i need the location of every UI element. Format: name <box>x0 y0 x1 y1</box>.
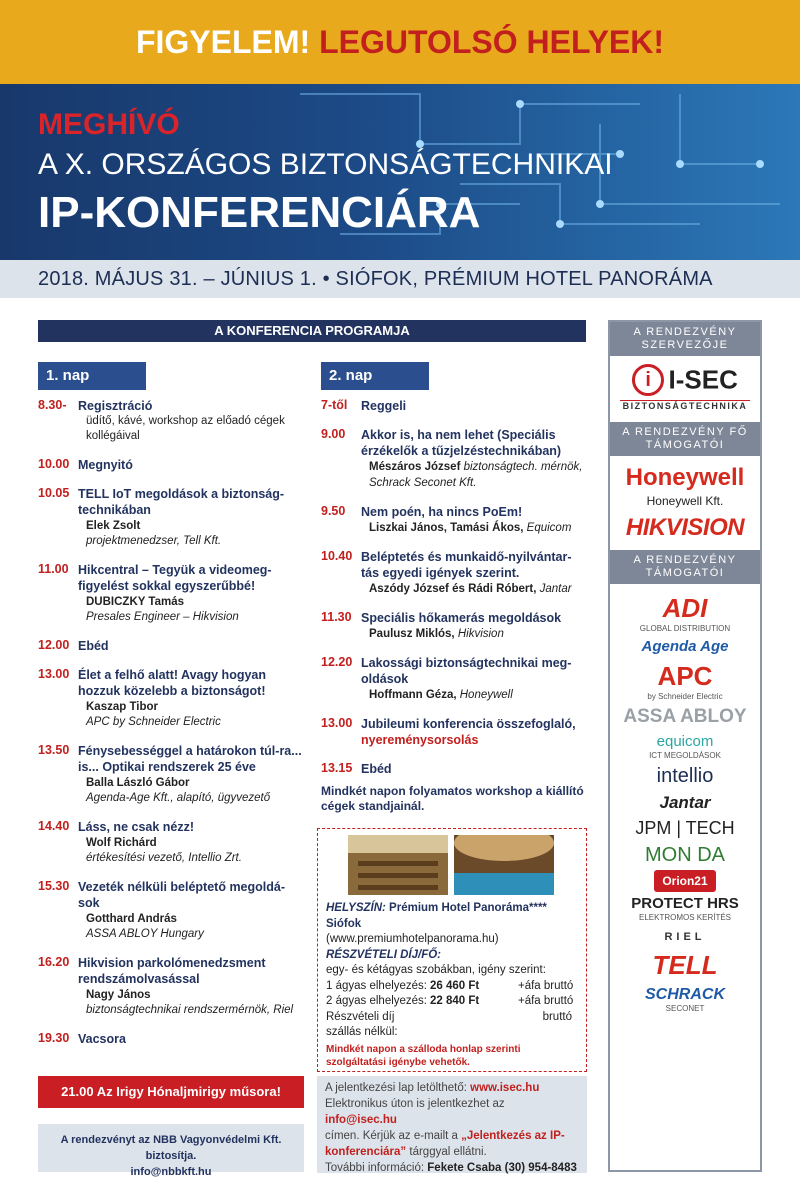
email-subject: „Jelentkezés az IP-konferenciára” <box>325 1130 565 1158</box>
speaker-name: Paulusz Miklós, <box>369 628 455 640</box>
event-title: Megnyitó <box>78 458 133 472</box>
sponsor-sidebar <box>608 320 762 1172</box>
day2-label: 2. nap <box>321 362 429 390</box>
price-room: Részvételi díj szállás nélkül: <box>326 1010 398 1038</box>
event-title: Beléptetés és munkaidő-nyilvántar-tás egyedi igények szerint. <box>361 550 572 580</box>
sponsor-name: RIEL <box>664 931 706 943</box>
event-title: Ebéd <box>361 762 392 776</box>
schedule-item <box>321 549 587 597</box>
schedule-item <box>321 610 587 642</box>
event-title: TELL IoT megoldások a biztonság-technikában <box>78 487 285 517</box>
schedule-item <box>321 761 587 777</box>
sponsors-heading: A RENDEZVÉNY TÁMOGATÓI <box>610 550 760 584</box>
sponsor-name: TELL <box>652 950 718 980</box>
sponsor-name: Agenda Age <box>641 638 729 655</box>
sponsor-logo <box>610 818 760 839</box>
subject-suffix: tárggyal ellátni. <box>406 1146 487 1158</box>
registration-info <box>317 1076 587 1173</box>
speaker-name: Mészáros József <box>369 461 461 473</box>
price-net: 26 460 Ft <box>430 979 480 992</box>
speaker-role: biztonságtech. mérnök, Schrack Seconet Kft. <box>369 461 583 489</box>
sponsor-logo <box>610 793 760 813</box>
event-time: 13.00 <box>321 716 353 730</box>
organizer-heading: A RENDEZVÉNY SZERVEZŐJE <box>610 322 760 356</box>
event-time: 14.40 <box>38 819 70 833</box>
banner-last-places: LEGUTOLSÓ HELYEK! <box>319 24 665 60</box>
sponsor-tagline: by Schneider Electric <box>647 692 723 701</box>
schedule-item <box>38 743 304 806</box>
venue-url: (www.premiumhotelpanorama.hu) <box>326 933 499 945</box>
price-row <box>326 1010 578 1041</box>
schedule-item <box>38 562 304 625</box>
speaker-role: biztonságtechnikai rendszermérnök, Riel <box>86 1004 294 1016</box>
sponsor-logo <box>610 733 760 760</box>
speaker-role: ASSA ABLOY Hungary <box>86 928 204 940</box>
schedule-item <box>38 486 304 549</box>
sponsor-logo <box>610 872 760 890</box>
event-title: Hikcentral – Tegyük a videomeg-figyelést sokkal egyszerűbbé! <box>78 563 272 593</box>
venue-name: Prémium Hotel Panoráma**** Siófok <box>326 902 547 930</box>
isec-sub: BIZTONSÁGTECHNIKA <box>620 400 750 411</box>
evening-show: 21.00 Az Irigy Hónaljmirigy műsora! <box>38 1076 304 1108</box>
register-email[interactable]: info@isec.hu <box>325 1114 397 1126</box>
event-time: 10.00 <box>38 457 70 471</box>
speaker-role: APC by Schneider Electric <box>86 716 221 728</box>
event-time: 11.00 <box>38 562 69 576</box>
speaker-role: Agenda-Age Kft., alapító, ügyvezető <box>86 792 271 804</box>
event-description: üdítő, kávé, workshop az előadó cégek kollégáival <box>86 415 285 442</box>
day1-schedule <box>38 398 304 1060</box>
speaker-role: értékesítési vezető, Intellio Zrt. <box>86 852 242 864</box>
day1-label: 1. nap <box>38 362 146 390</box>
sponsor-logo <box>610 895 760 922</box>
schedule-item <box>321 716 587 748</box>
schedule-item <box>38 398 304 444</box>
price-room: 1 ágyas elhelyezés: <box>326 979 428 992</box>
speaker-name: Balla László Gábor <box>86 777 190 789</box>
banner-attention: FIGYELEM! <box>135 24 311 60</box>
sponsor-logo <box>610 765 760 788</box>
conference-room-photo <box>348 835 448 895</box>
fee-intro: egy- és kétágyas szobákban, igény szerint: <box>326 964 546 976</box>
speaker-name: Kaszap Tibor <box>86 701 158 713</box>
event-title: Akkor is, ha nem lehet (Speciális érzékelők a tűzjelzéstechnikában) <box>361 428 562 458</box>
event-time: 10.40 <box>321 549 353 563</box>
download-text: A jelentkezési lap letölthető: <box>325 1082 471 1094</box>
schedule-item <box>38 1031 304 1047</box>
invite-title: MEGHÍVÓ <box>38 108 180 141</box>
sponsor-logo <box>610 638 760 656</box>
event-title: Lakossági biztonságtechnikai meg-oldások <box>361 656 572 686</box>
event-time: 19.30 <box>38 1031 70 1045</box>
speaker-name: Nagy János <box>86 989 151 1001</box>
event-title: Speciális hőkamerás megoldások <box>361 611 562 625</box>
security-note <box>38 1124 304 1178</box>
speaker-role: Honeywell <box>456 689 513 701</box>
download-link[interactable]: www.isec.hu <box>470 1082 540 1094</box>
conference-subtitle: A X. ORSZÁGOS BIZTONSÁGTECHNIKAI <box>38 148 613 181</box>
honeywell-kft: Honeywell Kft. <box>646 494 724 508</box>
event-time: 12.00 <box>38 638 70 652</box>
price-tax: +áfa bruttó <box>518 979 574 992</box>
event-time: 16.20 <box>38 955 70 969</box>
price-tax: +áfa bruttó <box>518 995 574 1007</box>
venue-note: Mindkét napon a szálloda honlap szerinti szolgáltatási igénybe vehetők. <box>326 1043 521 1068</box>
sponsor-name: Orion21 <box>654 870 715 892</box>
event-title: Nem poén, ha nincs PoEm! <box>361 505 523 519</box>
venue-box <box>317 828 587 1072</box>
date-location: 2018. MÁJUS 31. – JÚNIUS 1. • SIÓFOK, PRÉMIUM HOTEL PANORÁMA <box>0 260 800 298</box>
event-title: Fénysebességgel a határokon túl-ra... is... Optikai rendszerek 25 éve <box>78 744 302 774</box>
schedule-item <box>38 638 304 654</box>
sponsor-name: APC <box>657 661 713 691</box>
event-time: 8.30- <box>38 398 67 412</box>
event-title: Élet a felhő alatt! Avagy hogyan hozzuk közelebb a biztonságot! <box>78 668 267 698</box>
security-email[interactable]: info@nbbkft.hu <box>130 1166 212 1178</box>
sponsor-name: ADI <box>662 593 708 623</box>
honeywell-logo: Honeywell <box>625 464 745 491</box>
sponsor-logo <box>610 927 760 945</box>
sponsor-logo <box>610 706 760 728</box>
email-text: Elektronikus úton is jelentkezhet az <box>325 1098 505 1110</box>
schedule-item <box>321 655 587 703</box>
event-time: 13.50 <box>38 743 70 757</box>
event-title: Vezeték nélküli beléptető megoldá-sok <box>78 880 286 910</box>
program-heading: A KONFERENCIA PROGRAMJA <box>38 320 586 342</box>
sponsor-logo <box>610 593 760 633</box>
price-row <box>326 979 578 995</box>
schedule-item <box>321 504 587 536</box>
price-list <box>326 979 578 1041</box>
sponsor-name: JPM | TECH <box>635 818 735 838</box>
sponsor-name: SCHRACK <box>645 986 725 1003</box>
event-time: 13.15 <box>321 761 353 775</box>
schedule-item <box>38 819 304 866</box>
venue-label: HELYSZÍN: <box>326 902 386 914</box>
hero-header <box>0 84 800 260</box>
speaker-name: Hoffmann Géza, <box>369 689 457 701</box>
event-title: Regisztráció <box>78 399 153 413</box>
sponsor-name: MON DA <box>645 844 725 866</box>
sponsor-name: equicom <box>656 733 714 750</box>
schedule-item <box>321 398 587 414</box>
event-title: Ebéd <box>78 639 109 653</box>
main-sponsors-heading: A RENDEZVÉNY FŐ TÁMOGATÓI <box>610 422 760 456</box>
hikvision-logo: HIKVISION <box>625 514 745 541</box>
speaker-role: Equicom <box>523 522 572 534</box>
isec-name: I-SEC <box>668 364 738 395</box>
fee-label: RÉSZVÉTELI DÍJ/FŐ: <box>326 948 442 961</box>
contact-text: További információ: <box>325 1162 428 1174</box>
price-row <box>326 994 578 1010</box>
isec-logo: i I-SEC BIZTONSÁGTECHNIKA <box>610 356 760 422</box>
sponsor-logo <box>610 844 760 867</box>
event-time: 15.30 <box>38 879 70 893</box>
speaker-role: Hikvision <box>454 628 504 640</box>
price-room: 2 ágyas elhelyezés: <box>326 995 428 1007</box>
event-title: Vacsora <box>78 1032 126 1046</box>
sponsor-tagline: GLOBAL DISTRIBUTION <box>639 624 731 633</box>
sponsor-logo <box>610 986 760 1013</box>
event-time: 9.00 <box>321 427 346 441</box>
sponsor-logo <box>610 661 760 701</box>
schedule-item <box>38 457 304 473</box>
day2-schedule <box>321 398 587 790</box>
speaker-name: Elek Zsolt <box>86 520 141 532</box>
event-title-highlight: nyereménysorsolás <box>361 733 479 747</box>
contact-person: Fekete Csaba (30) 954-8483 <box>427 1162 577 1174</box>
sponsor-tagline: ELEKTROMOS KERÍTÉS <box>638 913 732 922</box>
sponsor-name: ASSA ABLOY <box>623 706 747 727</box>
speaker-role: Jantar <box>536 583 572 595</box>
sponsor-logo <box>610 950 760 981</box>
event-time: 11.30 <box>321 610 352 624</box>
price-tax: bruttó <box>542 1010 572 1023</box>
schedule-item <box>321 427 587 491</box>
sponsor-tagline: ICT MEGOLDÁSOK <box>649 751 721 760</box>
schedule-item <box>38 955 304 1018</box>
sponsor-name: intellio <box>656 765 714 787</box>
sponsor-logos <box>610 584 760 1013</box>
event-title: Jubileumi konferencia összefoglaló, <box>361 717 576 731</box>
event-time: 9.50 <box>321 504 346 518</box>
event-time: 7-től <box>321 398 348 412</box>
security-provider: A rendezvényt az NBB Vagyonvédelmi Kft. biztosítja. <box>60 1134 282 1162</box>
speaker-name: DUBICZKY Tamás <box>86 596 184 608</box>
speaker-name: Gotthard András <box>86 913 177 925</box>
speaker-role: Presales Engineer – Hikvision <box>86 611 239 623</box>
event-time: 12.20 <box>321 655 353 669</box>
speaker-name: Wolf Richárd <box>86 837 157 849</box>
workshop-note: Mindkét napon folyamatos workshop a kiállító cégek standjainál. <box>321 784 584 813</box>
event-title: Hikvision parkolómenedzsment rendszámolvasással <box>78 956 266 986</box>
event-time: 13.00 <box>38 667 70 681</box>
sponsor-name: PROTECT HRS <box>631 895 739 912</box>
sponsor-tagline: SECONET <box>665 1004 705 1013</box>
event-title: Reggeli <box>361 399 407 413</box>
speaker-name: Aszódy József és Rádi Róbert, <box>369 583 537 595</box>
event-time: 10.05 <box>38 486 70 500</box>
price-net: 22 840 Ft <box>430 995 480 1007</box>
schedule-item <box>38 879 304 942</box>
pool-photo <box>454 835 554 895</box>
sponsor-name: Jantar <box>659 793 711 812</box>
speaker-role: projektmenedzser, Tell Kft. <box>86 535 222 547</box>
subject-text: címen. Kérjük az e-mailt a <box>325 1130 462 1142</box>
alert-banner <box>0 0 800 84</box>
conference-title: IP-KONFERENCIÁRA <box>38 188 481 237</box>
event-title: Láss, ne csak nézz! <box>78 820 195 834</box>
schedule-item <box>38 667 304 730</box>
speaker-name: Liszkai János, Tamási Ákos, <box>369 522 524 534</box>
